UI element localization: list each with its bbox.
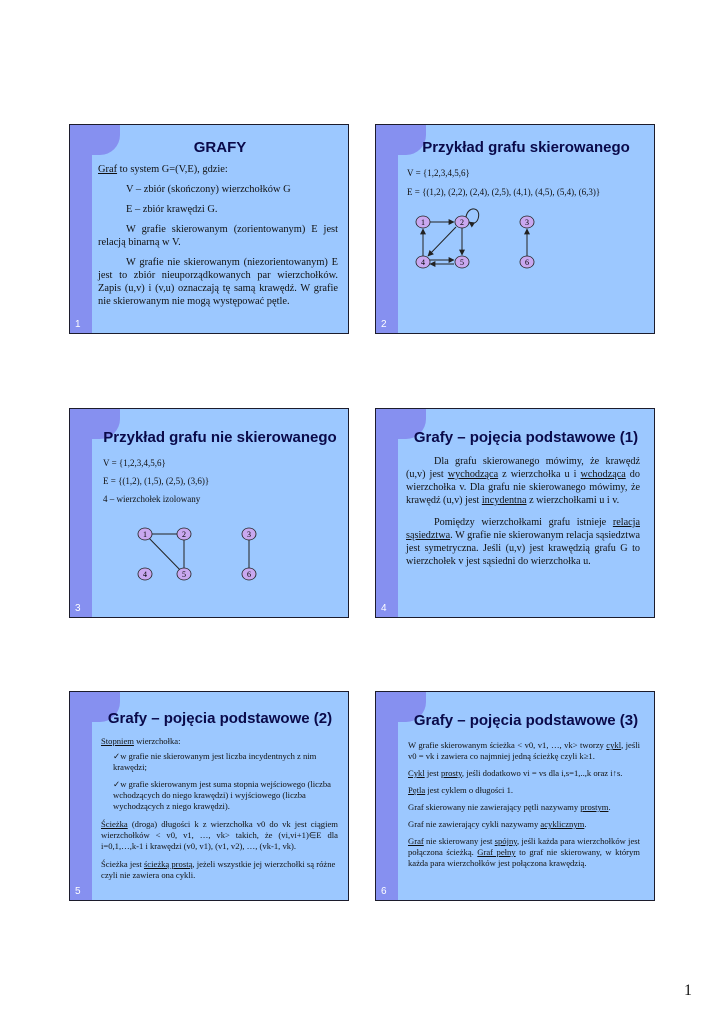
svg-text:2: 2 (182, 530, 186, 539)
directed-graph-diagram (376, 125, 654, 333)
slide-body (408, 740, 640, 869)
graph-node (455, 216, 469, 228)
slide-title: Grafy – pojęcia podstawowe (1) (413, 429, 639, 446)
edge-1-5 (145, 534, 184, 574)
connected-graph-definition: Graf nie skierowany jest spójny, jeśli każda para wierzchołków jest połączona ścieżką. Graf pełny to graf nie skierowany, w którym każda para wierzchołków jest połączona krawędzią. (408, 836, 640, 868)
definition-line: Graf to system G=(V,E), gdzie: (98, 164, 228, 175)
slide-title: Grafy – pojęcia podstawowe (3) (413, 712, 639, 729)
vertex-set: V = {1,2,3,4,5,6} (407, 168, 470, 178)
graph-node (520, 256, 534, 268)
svg-text:2: 2 (460, 218, 464, 227)
simple-path-definition: Ścieżka jest ścieżką prostą, jeżeli wszystkie jej wierzchołki są różne czyli nie zawiera ona cykli. (101, 859, 336, 880)
degree-bullet-undirected: ✓w grafie nie skierowanym jest liczba incydentnych z nim krawędzi; (113, 751, 317, 772)
svg-text:1: 1 (421, 218, 425, 227)
acyclic-graph-definition: Graf nie zawierający cykli nazywamy acyklicznym. (408, 819, 587, 829)
svg-text:3: 3 (525, 218, 529, 227)
svg-text:6: 6 (525, 258, 529, 267)
graph-node (416, 256, 430, 268)
svg-text:5: 5 (460, 258, 464, 267)
slide-body (101, 736, 338, 881)
svg-text:6: 6 (247, 570, 251, 579)
slide-number: 3 (75, 603, 81, 614)
slide-title: Przykład grafu skierowanego (422, 139, 630, 156)
slide-6 (375, 691, 655, 901)
edge-direction-paragraph: Dla grafu skierowanego mówimy, że krawędź (u,v) jest wychodząca z wierzchołka u i wchodząca do wierzchołka v. Dla grafu nie skierowanego mówimy, że krawędź (u,v) jest incydentna z wierzchołkami u i v. (406, 456, 640, 506)
slide-1 (69, 124, 349, 334)
slide-number: 5 (75, 886, 81, 897)
slide-number: 4 (381, 603, 387, 614)
svg-text:1: 1 (143, 530, 147, 539)
graph-node (520, 216, 534, 228)
undirected-graph-paragraph: W grafie nie skierowanym (niezorientowanym) E jest to zbiór nieuporządkowanych par wierzchołków. Zapis (u,v) i (v,u) oznaczają tę samą krawędź. W grafie nie skierowanym nie mogą występować pętle. (98, 257, 338, 307)
simple-graph-definition: Graf skierowany nie zawierający pętli nazywamy prostym. (408, 802, 611, 812)
cycle-definition: W grafie skierowanym ścieżka < v0, v1, …, vk> tworzy cykl, jeśli v0 = vk i zawiera co najmniej jedną ścieżkę czyli k≥1. (408, 740, 640, 761)
graph-node (416, 216, 430, 228)
graph-node (242, 568, 256, 580)
slide-body (98, 163, 338, 308)
slide-title: GRAFY (193, 139, 247, 156)
vertex-set: V = {1,2,3,4,5,6} (103, 458, 166, 468)
edge-set: E = {(1,2), (2,2), (2,4), (2,5), (4,1), (4,5), (5,4), (6,3)} (407, 187, 601, 197)
slide-number: 1 (75, 319, 81, 330)
edge-set-line: E – zbiór krawędzi G. (126, 204, 218, 215)
slide-accent-bar (70, 125, 92, 333)
graph-node (177, 528, 191, 540)
svg-text:4: 4 (421, 258, 425, 267)
slide-accent-bar (376, 692, 398, 900)
graph-node (138, 528, 152, 540)
degree-bullet-directed: ✓w grafie skierowanym jest suma stopnia wejściowego (liczba wchodzących do niego krawędzi) i wyjściowego (liczba wychodzących z niego krawędzi). (113, 779, 331, 811)
slide-accent-bar (70, 692, 92, 900)
svg-text:3: 3 (247, 530, 251, 539)
slide-5 (69, 691, 349, 901)
graph-node (455, 256, 469, 268)
vertex-set-line: V – zbiór (skończony) wierzchołków G (126, 184, 291, 195)
slide-body (406, 455, 640, 568)
slide-title: Przykład grafu nie skierowanego (103, 429, 337, 446)
slide-3 (69, 408, 349, 618)
check-icon: ✓ (113, 751, 121, 761)
slide-title: Grafy – pojęcia podstawowe (2) (107, 710, 333, 727)
degree-heading: Stopniem wierzchołka: (101, 736, 181, 746)
loop-definition: Pętla jest cyklem o długości 1. (408, 785, 514, 795)
slide-number: 6 (381, 886, 387, 897)
isolated-vertex-note: 4 – wierzchołek izolowany (103, 494, 201, 504)
directed-graph-paragraph: W grafie skierowanym (zorientowanym) E jest relacją binarną w V. (98, 224, 338, 248)
check-icon: ✓ (113, 779, 121, 789)
undirected-graph-diagram (70, 409, 348, 617)
edge-set: E = {(1,2), (1,5), (2,5), (3,6)} (103, 476, 210, 486)
edge-2-4 (428, 227, 456, 256)
page-number: 1 (684, 982, 692, 999)
slide-number: 2 (381, 319, 387, 330)
simple-cycle-definition: Cykl jest prosty, jeśli dodatkowo vi = vs dla i,s=1,..,k oraz i↑s. (408, 768, 623, 778)
svg-text:5: 5 (182, 570, 186, 579)
slide-accent-bar (376, 409, 398, 617)
slide-4 (375, 408, 655, 618)
svg-text:4: 4 (143, 570, 147, 579)
graph-node (177, 568, 191, 580)
path-definition: Ścieżka (droga) długości k z wierzchołka v0 do vk jest ciągiem wierzchołków < v0, v1, …, vk> takich, że (vi,vi+1)∈E dla i=0,1,…,k-1 i krawędzi (v0, v1), (v1, v2), …, (vk-1, vk). (101, 819, 338, 851)
graph-node (242, 528, 256, 540)
adjacency-paragraph: Pomiędzy wierzchołkami grafu istnieje relacja sąsiedztwa. W grafie nie skierowanym relacja sąsiedztwa jest symetryczna. Jeśli (u,v) jest krawędzią grafu G to wierzchołek v jest sąsiedni do wierzchołka u. (406, 517, 640, 567)
graph-node (138, 568, 152, 580)
slide-2 (375, 124, 655, 334)
